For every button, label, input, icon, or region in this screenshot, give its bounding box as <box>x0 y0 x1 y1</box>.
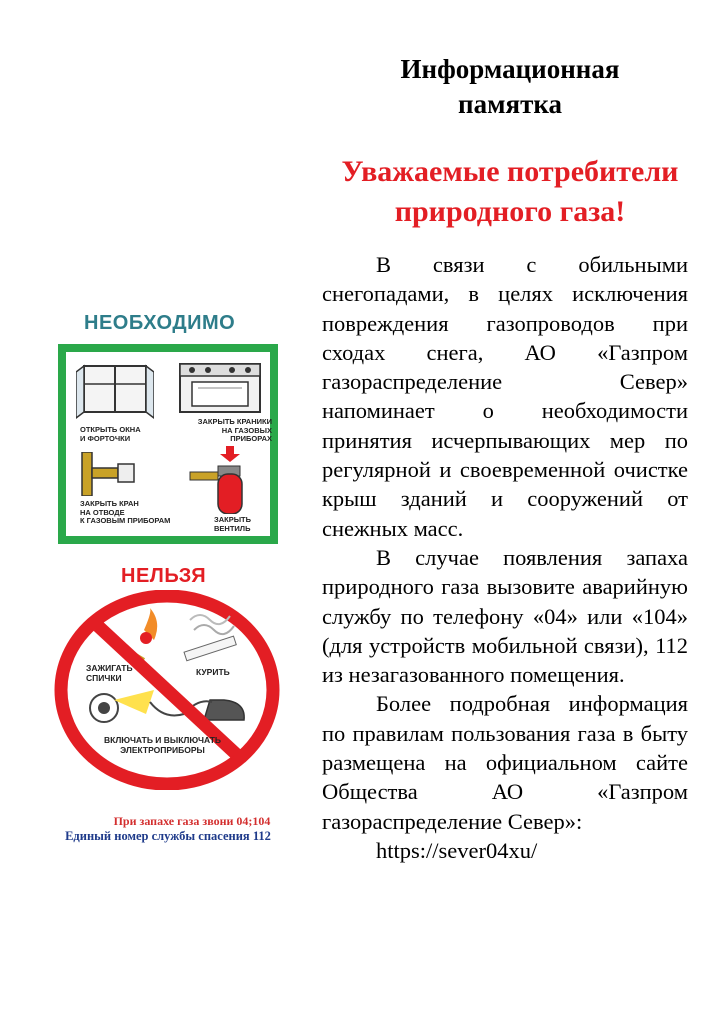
prohibition-sign-icon <box>54 590 280 790</box>
ban-heading: НЕЛЬЗЯ <box>121 565 207 587</box>
title-line-1: Информационная <box>400 54 620 84</box>
subtitle-line-2: природного газа! <box>394 195 626 228</box>
appliances-caption: ВКЛЮЧАТЬ И ВЫКЛЮЧАТЬ ЭЛЕКТРОПРИБОРЫ <box>104 735 222 755</box>
body-text <box>322 250 688 865</box>
website-link[interactable]: https://sever04xu/ <box>376 837 538 863</box>
rescue-number-line: Единый номер службы спасения 112 <box>65 829 271 843</box>
gas-cylinder-icon <box>186 446 262 514</box>
paragraph-2: В случае появления запаха природного газа вызовите аварийную службу по телефону «04» или «104» (для устройств мобильной связи), 112 из незагазованного помещения. <box>322 544 688 688</box>
smoke-caption: КУРИТЬ <box>196 667 230 677</box>
matches-caption: ЗАЖИГАТЬ СПИЧКИ <box>86 663 133 683</box>
title-line-2: памятка <box>458 89 562 119</box>
paragraph-3: Более подробная информация по правилам пользования газа в быту размещена на официальном сайте Общества АО «Газпром газораспределение Север»: <box>322 691 688 834</box>
need-heading: НЕОБХОДИМО <box>84 312 236 334</box>
pipe-valve-icon <box>74 452 136 496</box>
emergency-phone-line: При запахе газа звони 04;104 <box>113 814 271 828</box>
close-valve-caption: ЗАКРЫТЬ КРАН НА ОТВОДЕ К ГАЗОВЫМ ПРИБОРАМ <box>80 499 171 525</box>
stove-icon <box>178 360 262 416</box>
page-subtitle <box>318 152 702 232</box>
open-windows-caption: ОТКРЫТЬ ОКНА И ФОРТОЧКИ <box>80 425 141 443</box>
subtitle-line-1: Уважаемые потребители <box>341 155 679 188</box>
close-taps-caption: ЗАКРЫТЬ КРАНИКИ НА ГАЗОВЫХ ПРИБОРАХ <box>197 417 272 443</box>
page-title <box>330 52 690 122</box>
close-cylinder-caption: ЗАКРЫТЬ ВЕНТИЛЬ <box>214 515 252 533</box>
gas-safety-poster <box>0 0 320 1024</box>
paragraph-1: В связи с обильными снегопадами, в целях исключения повреждения газопроводов при сходах снега, АО «Газпром газораспределение Север» напоминает о необходимости принятия исчерпывающих мер по регулярной и своевременной очистке крыш зданий и сооружений от снежных масс. <box>322 252 688 541</box>
window-icon <box>76 362 154 420</box>
